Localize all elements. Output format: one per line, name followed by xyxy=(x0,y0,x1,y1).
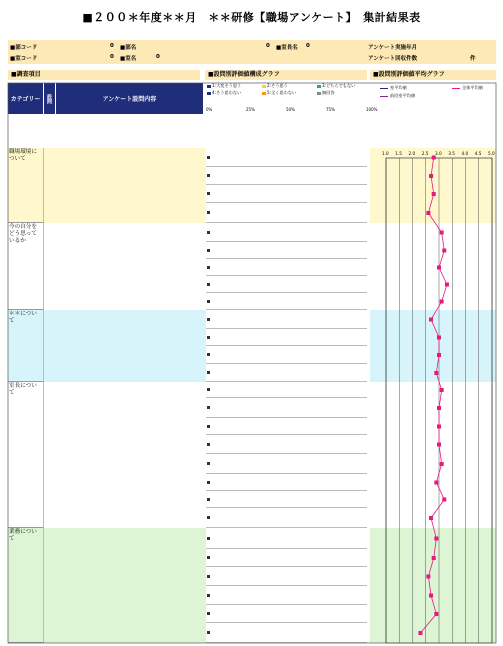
section-head-value: 0 xyxy=(306,43,310,49)
survey-date-label: アンケート実施年月 xyxy=(368,45,418,51)
avg-legend-label: 室平均値 xyxy=(390,85,407,90)
dept-name-label: ■部名 xyxy=(120,45,137,51)
header-number: 設問 xyxy=(44,83,56,114)
header-content: アンケート設問内容 xyxy=(56,83,204,114)
legend-label: 3:どちらでもない xyxy=(322,83,356,88)
avg-axis-tick: 3.5 xyxy=(448,151,455,156)
section-items: ■調査項目 xyxy=(8,70,200,80)
section-average: ■設問別評価値平均グラフ xyxy=(370,70,496,80)
legend-label: 1:大変そう思う xyxy=(212,83,242,88)
overall-average-point xyxy=(418,631,422,635)
avg-axis-tick: 4.5 xyxy=(474,151,482,156)
overall-average-point xyxy=(437,406,441,410)
table-frame xyxy=(8,83,496,643)
overall-average-point xyxy=(432,156,436,160)
dept-code-value: 0 xyxy=(110,43,114,49)
response-count-unit: 件 xyxy=(470,56,476,62)
overall-average-point xyxy=(442,249,446,253)
overall-average-point xyxy=(434,537,438,541)
overall-average-point xyxy=(440,462,444,466)
overall-average-point xyxy=(437,266,441,270)
overall-average-point xyxy=(426,211,430,215)
overall-average-point xyxy=(445,283,449,287)
room-name-label: ■室名 xyxy=(120,56,137,62)
response-count-label: アンケート回収件数 xyxy=(368,56,418,62)
overall-average-point xyxy=(432,556,436,560)
section-distribution: ■設問別評価値構成グラフ xyxy=(205,70,367,80)
overall-average-point xyxy=(429,174,433,178)
category-label: 職場環境について xyxy=(8,148,44,223)
legend-label: 4:そう思わない xyxy=(212,90,242,95)
avg-axis-tick: 1.5 xyxy=(395,151,402,156)
overall-average-point xyxy=(434,612,438,616)
avg-axis-tick: 1.0 xyxy=(382,151,389,156)
section-head-label: ■室長名 xyxy=(276,45,298,51)
percent-tick: 0% xyxy=(206,107,213,112)
legend-label: 無回答 xyxy=(322,90,335,95)
dept-code-label: ■部コード xyxy=(10,45,38,51)
percent-tick: 100% xyxy=(366,107,378,112)
avg-legend-label: 前回室平均値 xyxy=(390,93,416,98)
overall-average-point xyxy=(437,353,441,357)
overall-average-point xyxy=(437,336,441,340)
avg-legend-label: 全体平均値 xyxy=(462,85,483,90)
overall-average-point xyxy=(440,231,444,235)
overall-average-point xyxy=(429,594,433,598)
overall-average-point xyxy=(440,388,444,392)
overall-average-line xyxy=(420,158,447,634)
room-name-value: 0 xyxy=(156,54,160,60)
overall-average-point xyxy=(437,443,441,447)
overall-average-point xyxy=(442,498,446,502)
legend-label: 2:そう思う xyxy=(267,83,288,88)
category-label: 室長について xyxy=(8,382,44,528)
overall-average-point xyxy=(440,300,444,304)
category-label: 今の自分をどう思っているか xyxy=(8,223,44,310)
percent-tick: 50% xyxy=(286,107,295,112)
overall-average-point xyxy=(429,318,433,322)
avg-axis-tick: 2.0 xyxy=(408,151,416,156)
dept-name-value: 0 xyxy=(266,43,270,49)
overall-average-point xyxy=(437,425,441,429)
percent-tick: 25% xyxy=(246,107,255,112)
overall-average-point xyxy=(434,371,438,375)
room-code-value: 0 xyxy=(110,54,114,60)
overall-average-point xyxy=(429,516,433,520)
category-label: ＊＊について xyxy=(8,310,44,382)
overall-average-point xyxy=(434,481,438,485)
avg-axis-tick: 4.0 xyxy=(461,151,469,156)
header-category: カテゴリー xyxy=(8,83,44,114)
legend-label: 5:全く思わない xyxy=(267,90,297,95)
overall-average-point xyxy=(426,575,430,579)
room-code-label: ■室コード xyxy=(10,56,38,62)
avg-axis-tick: 3.0 xyxy=(435,151,442,156)
percent-tick: 75% xyxy=(326,107,335,112)
overall-average-point xyxy=(432,192,436,196)
avg-axis-tick: 2.5 xyxy=(421,151,429,156)
page-title: ■２００＊年度＊＊月 ＊＊研修【職場アンケート】 集計結果表 xyxy=(82,11,421,24)
category-label: 業務について xyxy=(8,528,44,643)
avg-axis-tick: 5.0 xyxy=(488,151,495,156)
